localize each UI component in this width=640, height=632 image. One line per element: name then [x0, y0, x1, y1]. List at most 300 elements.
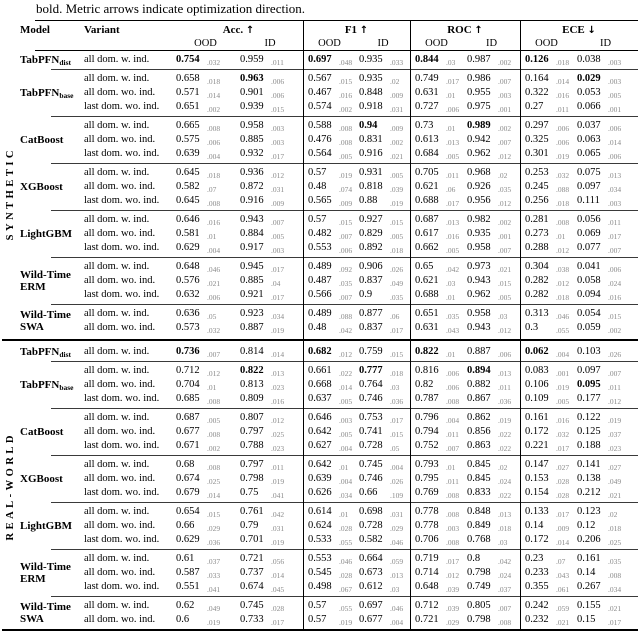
- metric-value: 0.355: [525, 581, 549, 592]
- table-row: [84, 566, 638, 580]
- std-subscript: .026: [390, 476, 404, 486]
- std-subscript: .043: [446, 325, 460, 335]
- std-subscript: .025: [207, 476, 221, 486]
- metric-value: 0.862: [467, 412, 491, 423]
- std-subscript: .019: [271, 537, 285, 547]
- metric-value: 0.567: [308, 73, 332, 84]
- std-subscript: .017: [556, 509, 570, 519]
- metric-value: 0.939: [240, 101, 264, 112]
- std-subscript: .055: [339, 603, 353, 613]
- metric-value: 0.764: [359, 379, 383, 390]
- table-row: [84, 100, 638, 114]
- std-subscript: .006: [339, 245, 353, 255]
- metric-value: 0.14: [525, 520, 544, 531]
- metric-value: 0.587: [176, 567, 200, 578]
- metric-value: 0.576: [176, 275, 200, 286]
- value-cell: [237, 599, 303, 613]
- std-subscript: .021: [556, 617, 570, 627]
- value-cell: [303, 552, 356, 566]
- std-subscript: .006: [608, 264, 622, 274]
- table-row: [84, 505, 638, 519]
- metric-value: 0.646: [176, 214, 200, 225]
- std-subscript: .009: [339, 198, 353, 208]
- std-subscript: .037: [498, 584, 512, 594]
- std-subscript: .017: [271, 151, 285, 161]
- value-cell: [303, 213, 356, 227]
- value-cell: [174, 519, 237, 533]
- std-subscript: .035: [608, 556, 622, 566]
- std-subscript: .01: [207, 231, 217, 241]
- metric-value: 0.297: [525, 120, 549, 131]
- std-subscript: .021: [608, 603, 622, 613]
- std-subscript: .023: [271, 443, 285, 453]
- metric-value: 0.682: [308, 346, 332, 357]
- model-name-cell: [18, 411, 84, 453]
- metric-value: 0.133: [525, 506, 549, 517]
- value-cell: [303, 345, 356, 359]
- table-row: [84, 580, 638, 594]
- model-name-cell: [18, 166, 84, 208]
- group-rows: [84, 364, 638, 406]
- variant-cell: last dom. wo. ind.: [84, 393, 160, 404]
- metric-value: 0.697: [359, 600, 383, 611]
- std-subscript: .011: [608, 382, 621, 392]
- variant-cell: all dom. wo. ind.: [84, 322, 156, 333]
- metric-value: 0.674: [176, 473, 200, 484]
- std-subscript: .023: [608, 443, 622, 453]
- std-subscript: .059: [390, 556, 404, 566]
- metric-value: 0.688: [415, 289, 439, 300]
- metric-value: 0.212: [577, 487, 601, 498]
- value-cell: [520, 392, 573, 406]
- metric-value: 0.57: [308, 614, 327, 625]
- std-subscript: .017: [390, 325, 404, 335]
- value-cell: [237, 241, 303, 255]
- std-subscript: .002: [608, 325, 622, 335]
- value-cell: [303, 274, 356, 288]
- std-subscript: .005: [556, 396, 570, 406]
- value-cell: [410, 458, 463, 472]
- std-subscript: .015: [390, 349, 404, 359]
- metric-value: 0.962: [467, 148, 491, 159]
- value-cell: [463, 166, 520, 180]
- metric-value: 0.648: [415, 581, 439, 592]
- std-subscript: .03: [498, 537, 508, 547]
- metric-value: 0.935: [359, 73, 383, 84]
- variant-cell: all dom. w. ind.: [84, 506, 150, 517]
- value-cell: [174, 307, 237, 321]
- metric-value: 0.57: [308, 214, 327, 225]
- std-subscript: .003: [271, 123, 285, 133]
- std-subscript: .008: [498, 617, 512, 627]
- metric-label: ROC: [447, 24, 472, 36]
- value-cell: [410, 613, 463, 627]
- value-cell: [410, 425, 463, 439]
- metric-value: 0.566: [308, 289, 332, 300]
- table-row: [84, 472, 638, 486]
- value-cell: [237, 505, 303, 519]
- std-subscript: .015: [390, 217, 404, 227]
- value-cell: [463, 613, 520, 627]
- header-roc-id: ID: [485, 38, 498, 49]
- value-cell: [573, 53, 638, 67]
- value-cell: [520, 194, 573, 208]
- value-cell: [174, 458, 237, 472]
- std-subscript: .034: [339, 490, 353, 500]
- metric-value: 0.679: [176, 487, 200, 498]
- table-row: [84, 133, 638, 147]
- std-subscript: .01: [446, 462, 456, 472]
- value-cell: [463, 439, 520, 453]
- std-subscript: .008: [207, 198, 221, 208]
- metric-value: 0.665: [176, 120, 200, 131]
- model-name-cell: [18, 119, 84, 161]
- std-subscript: .003: [608, 57, 622, 67]
- metric-value: 0.892: [359, 242, 383, 253]
- metric-value: 0.677: [359, 614, 383, 625]
- value-cell: [410, 345, 463, 359]
- metric-value: 0.632: [176, 289, 200, 300]
- value-cell: [463, 288, 520, 302]
- metric-value: 0.613: [415, 134, 439, 145]
- metric-value: 0.673: [359, 567, 383, 578]
- metric-value: 0.885: [240, 275, 264, 286]
- variant-cell: all dom. w. ind.: [84, 600, 150, 611]
- group-rows: [84, 53, 638, 67]
- std-subscript: .004: [207, 245, 221, 255]
- value-cell: [174, 119, 237, 133]
- std-subscript: .016: [556, 90, 570, 100]
- std-subscript: .014: [207, 90, 221, 100]
- metric-value: 0.304: [525, 261, 549, 272]
- metric-value: 0.906: [359, 261, 383, 272]
- value-cell: [174, 260, 237, 274]
- metric-value: 0.727: [415, 101, 439, 112]
- std-subscript: .006: [446, 382, 460, 392]
- metric-value: 0.313: [525, 308, 549, 319]
- metric-value: 0.467: [308, 87, 332, 98]
- value-cell: [410, 580, 463, 594]
- std-subscript: .046: [339, 556, 353, 566]
- variant-cell: all dom. wo. ind.: [84, 181, 156, 192]
- std-subscript: .019: [207, 617, 221, 627]
- metric-value: 0.582: [176, 181, 200, 192]
- value-cell: [356, 364, 410, 378]
- value-cell: [356, 288, 410, 302]
- metric-value: 0.793: [415, 459, 439, 470]
- model-name: Wild-Time: [20, 309, 71, 321]
- std-subscript: .003: [271, 137, 285, 147]
- value-cell: [237, 378, 303, 392]
- metric-value: 0.573: [176, 322, 200, 333]
- std-subscript: .008: [207, 462, 221, 472]
- model-subscript: dist: [59, 57, 71, 67]
- variant-cell: all dom. wo. ind.: [84, 473, 156, 484]
- std-subscript: .006: [207, 137, 221, 147]
- std-subscript: .008: [339, 137, 353, 147]
- model-name-cell: [18, 552, 84, 594]
- value-cell: [356, 580, 410, 594]
- value-cell: [237, 166, 303, 180]
- std-subscript: .034: [608, 184, 622, 194]
- std-subscript: .002: [390, 137, 404, 147]
- metric-value: 0.833: [467, 487, 491, 498]
- value-cell: [174, 53, 237, 67]
- std-subscript: .012: [608, 396, 622, 406]
- metric-value: 0.943: [467, 322, 491, 333]
- value-cell: [410, 566, 463, 580]
- metric-value: 0.126: [525, 54, 549, 65]
- model-name: TabPFNbase: [20, 86, 74, 100]
- value-cell: [303, 439, 356, 453]
- std-subscript: .006: [207, 292, 221, 302]
- metric-value: 0.916: [240, 195, 264, 206]
- value-cell: [356, 180, 410, 194]
- value-cell: [463, 100, 520, 114]
- std-subscript: .03: [446, 278, 456, 288]
- variant-cell: all dom. w. ind.: [84, 459, 150, 470]
- metric-value: 0.077: [577, 242, 601, 253]
- table-row: [84, 86, 638, 100]
- std-subscript: .036: [498, 396, 512, 406]
- metric-value: 0.867: [467, 393, 491, 404]
- metric-value: 0.728: [359, 440, 383, 451]
- table-row: [84, 180, 638, 194]
- std-subscript: .018: [390, 245, 404, 255]
- value-cell: [356, 378, 410, 392]
- metric-value: 0.959: [240, 54, 264, 65]
- value-cell: [356, 345, 410, 359]
- table-row: [84, 147, 638, 161]
- metric-value: 0.612: [359, 581, 383, 592]
- std-subscript: .109: [390, 490, 404, 500]
- std-subscript: .034: [608, 584, 622, 594]
- model-name: TabPFNbase: [20, 378, 74, 392]
- value-cell: [520, 364, 573, 378]
- std-subscript: .04: [271, 278, 281, 288]
- value-cell: [410, 274, 463, 288]
- value-cell: [303, 241, 356, 255]
- std-subscript: .001: [608, 104, 622, 114]
- table-row: [84, 194, 638, 208]
- std-subscript: .022: [498, 443, 512, 453]
- model-name: LightGBM: [20, 520, 72, 532]
- value-cell: [463, 599, 520, 613]
- value-cell: [410, 147, 463, 161]
- metric-value: 0.498: [308, 581, 332, 592]
- std-subscript: .088: [556, 184, 570, 194]
- std-subscript: .018: [498, 523, 512, 533]
- metric-value: 0.848: [467, 506, 491, 517]
- metric-value: 0.631: [415, 322, 439, 333]
- std-subscript: .042: [446, 264, 460, 274]
- value-cell: [356, 533, 410, 547]
- value-cell: [463, 180, 520, 194]
- std-subscript: .018: [556, 292, 570, 302]
- table-row: [84, 613, 638, 627]
- value-cell: [174, 472, 237, 486]
- model-group: [18, 258, 638, 304]
- metric-value: 0.788: [240, 440, 264, 451]
- bottom-rule: [2, 629, 638, 631]
- value-cell: [174, 566, 237, 580]
- std-subscript: .006: [498, 349, 512, 359]
- metric-value: 0.671: [176, 440, 200, 451]
- metric-value: 0.943: [240, 214, 264, 225]
- value-cell: [303, 580, 356, 594]
- metric-label: Acc.: [222, 24, 244, 36]
- value-cell: [303, 519, 356, 533]
- metric-value: 0.056: [577, 214, 601, 225]
- std-subscript: .019: [339, 617, 353, 627]
- value-cell: [303, 599, 356, 613]
- metric-value: 0.945: [240, 261, 264, 272]
- std-subscript: .012: [207, 368, 221, 378]
- value-cell: [463, 580, 520, 594]
- variant-cell: last dom. wo. ind.: [84, 487, 160, 498]
- table-row: [84, 392, 638, 406]
- model-group: [18, 409, 638, 455]
- value-cell: [573, 147, 638, 161]
- up-arrow-icon: ↑: [359, 25, 369, 36]
- metric-value: 0.698: [359, 506, 383, 517]
- metric-value: 0.935: [467, 228, 491, 239]
- metric-value: 0.161: [525, 412, 549, 423]
- value-cell: [410, 533, 463, 547]
- std-subscript: .049: [207, 603, 221, 613]
- std-subscript: .008: [446, 396, 460, 406]
- metric-value: 0.12: [577, 520, 596, 531]
- metric-value: 0.668: [308, 379, 332, 390]
- value-cell: [573, 274, 638, 288]
- metric-value: 0.973: [467, 261, 491, 272]
- value-cell: [573, 411, 638, 425]
- value-cell: [174, 274, 237, 288]
- metric-value: 0.097: [577, 181, 601, 192]
- metric-value: 0.037: [577, 120, 601, 131]
- metric-value: 0.989: [467, 120, 491, 131]
- std-subscript: .022: [498, 429, 512, 439]
- metric-value: 0.267: [577, 581, 601, 592]
- model-name-cell: [18, 307, 84, 335]
- std-subscript: .011: [446, 476, 459, 486]
- metric-value: 0.885: [240, 134, 264, 145]
- std-subscript: .024: [498, 476, 512, 486]
- std-subscript: .012: [498, 325, 512, 335]
- value-cell: [237, 552, 303, 566]
- std-subscript: .019: [556, 151, 570, 161]
- std-subscript: .013: [446, 217, 460, 227]
- std-subscript: .005: [446, 245, 460, 255]
- std-subscript: .01: [446, 349, 456, 359]
- std-subscript: .008: [207, 429, 221, 439]
- metric-value: 0.778: [415, 506, 439, 517]
- value-cell: [237, 519, 303, 533]
- variant-cell: all dom. w. ind.: [84, 73, 150, 84]
- std-subscript: .013: [498, 368, 512, 378]
- group-rows: [84, 552, 638, 594]
- std-subscript: .003: [608, 198, 622, 208]
- value-cell: [520, 260, 573, 274]
- std-subscript: .008: [339, 123, 353, 133]
- value-cell: [410, 227, 463, 241]
- metric-value: 0.968: [467, 167, 491, 178]
- value-cell: [174, 439, 237, 453]
- metric-value: 0.038: [577, 54, 601, 65]
- variant-cell: last dom. wo. ind.: [84, 581, 160, 592]
- value-cell: [303, 364, 356, 378]
- metric-value: 0.551: [176, 581, 200, 592]
- value-cell: [410, 552, 463, 566]
- metric-value: 0.687: [176, 412, 200, 423]
- std-subscript: .021: [207, 278, 221, 288]
- table-row: [84, 307, 638, 321]
- std-subscript: .015: [608, 311, 622, 321]
- std-subscript: .05: [390, 443, 400, 453]
- metric-value: 0.845: [467, 459, 491, 470]
- value-cell: [573, 227, 638, 241]
- value-cell: [463, 72, 520, 86]
- header-f1-id: ID: [377, 38, 389, 49]
- model-name-line2: ERM: [20, 281, 46, 293]
- group-rows: [84, 260, 638, 302]
- variant-cell: last dom. wo. ind.: [84, 534, 160, 545]
- metric-value: 0.943: [467, 275, 491, 286]
- table-row: [84, 411, 638, 425]
- group-rows: [84, 599, 638, 627]
- variant-cell: all dom. wo. ind.: [84, 426, 156, 437]
- value-cell: [520, 378, 573, 392]
- metric-value: 0.188: [577, 440, 601, 451]
- metric-value: 0.856: [467, 426, 491, 437]
- value-cell: [237, 227, 303, 241]
- model-group: [18, 164, 638, 210]
- model-name-line2: ERM: [20, 573, 46, 585]
- metric-value: 0.141: [577, 459, 601, 470]
- metric-value: 0.57: [308, 600, 327, 611]
- metric-value: 0.759: [359, 346, 383, 357]
- value-cell: [303, 472, 356, 486]
- value-cell: [303, 566, 356, 580]
- metric-value: 0.062: [525, 346, 549, 357]
- value-cell: [410, 194, 463, 208]
- std-subscript: .037: [608, 429, 622, 439]
- value-cell: [356, 505, 410, 519]
- metric-value: 0.242: [525, 600, 549, 611]
- std-subscript: .013: [271, 368, 285, 378]
- metric-value: 0.645: [176, 167, 200, 178]
- std-subscript: .016: [446, 231, 460, 241]
- std-subscript: .019: [498, 415, 512, 425]
- value-cell: [520, 599, 573, 613]
- std-subscript: .017: [446, 556, 460, 566]
- value-cell: [463, 241, 520, 255]
- metric-value: 0.621: [415, 181, 439, 192]
- model-subscript: base: [59, 90, 74, 100]
- metric-value: 0.73: [415, 120, 434, 131]
- value-cell: [520, 133, 573, 147]
- std-subscript: .045: [271, 584, 285, 594]
- variant-cell: all dom. wo. ind.: [84, 87, 156, 98]
- std-subscript: .012: [271, 170, 285, 180]
- metric-value: 0.822: [415, 346, 439, 357]
- std-subscript: .02: [608, 509, 618, 519]
- variant-cell: all dom. wo. ind.: [84, 379, 156, 390]
- metric-value: 0.639: [308, 473, 332, 484]
- std-subscript: .046: [207, 264, 221, 274]
- value-cell: [303, 505, 356, 519]
- value-cell: [520, 580, 573, 594]
